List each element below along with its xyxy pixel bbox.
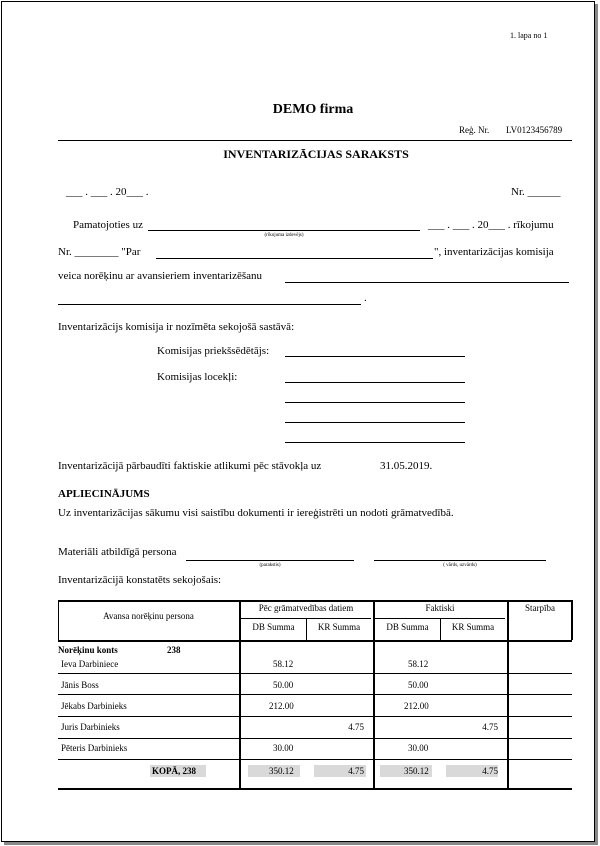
row-rule	[58, 738, 572, 739]
order-subject-line[interactable]	[156, 258, 433, 259]
row-book-db: 212.00	[269, 701, 294, 711]
members-label: Komisijas locekļi:	[157, 371, 238, 383]
responsible-label: Materiāli atbildīgā persona	[58, 546, 177, 558]
total-label: KOPĀ, 238	[152, 766, 196, 776]
checked-date: 31.05.2019.	[380, 460, 433, 472]
row-rule	[58, 673, 572, 674]
order-date[interactable]: ___ . ___ . 20___ . rīkojumu	[428, 219, 554, 231]
responsible-name-line[interactable]	[374, 560, 546, 561]
account-label: Norēķinu konts	[58, 645, 118, 655]
date-field[interactable]: ___ . ___ . 20___ .	[66, 186, 149, 198]
total-act-db: 350.12	[404, 766, 429, 776]
name-hint: ( vārds, uzvārds)	[443, 563, 477, 568]
document-title: INVENTARIZĀCIJAS SARAKSTS	[223, 147, 409, 161]
reg-number: LV0123456789	[506, 125, 563, 135]
page-number: 1. lapa no 1	[510, 31, 548, 40]
col-diff-header: Starpība	[525, 603, 555, 613]
reg-label: Reģ. Nr.	[459, 125, 490, 135]
col-actual-header: Faktiski	[425, 603, 455, 613]
scope-line-1[interactable]	[285, 282, 569, 283]
total-book-db: 350.12	[269, 766, 294, 776]
order-issuer-hint: (rīkojuma izdevējs)	[264, 233, 304, 238]
row-rule	[58, 759, 572, 760]
total-act-kr: 4.75	[482, 766, 498, 776]
row-person: Juris Darbinieks	[61, 722, 120, 732]
number-field[interactable]: Nr. ______	[511, 186, 561, 198]
table-bottom-rule	[58, 788, 572, 790]
scope-line-2[interactable]	[58, 304, 361, 305]
actual-kr-header: KR Summa	[451, 622, 495, 632]
checked-text: Inventarizācijā pārbaudīti faktiskie atlikumi pēc stāvokļa uz	[58, 460, 322, 472]
found-label: Inventarizācijā konstatēts sekojošais:	[58, 574, 222, 586]
responsible-signature-line[interactable]	[186, 560, 354, 561]
table-top-rule	[58, 600, 572, 602]
row-act-kr: 4.75	[482, 722, 498, 732]
row-act-db: 50.00	[408, 680, 429, 690]
account-number: 238	[167, 645, 181, 655]
row-rule	[58, 694, 572, 695]
books-subheader-rule	[241, 618, 371, 619]
basis-label: Pamatojoties uz	[73, 219, 143, 231]
member-line[interactable]	[285, 422, 465, 423]
row-book-db: 30.00	[273, 743, 294, 753]
chair-line[interactable]	[285, 356, 465, 357]
row-act-db: 58.12	[408, 659, 429, 669]
row-book-db: 58.12	[273, 659, 294, 669]
row-person: Jānis Boss	[61, 680, 99, 690]
member-line[interactable]	[285, 382, 465, 383]
order-subject-end: ", inventarizācijas komisija	[434, 246, 554, 258]
header-rule	[58, 140, 572, 141]
row-book-kr: 4.75	[348, 722, 364, 732]
col-person-header: Avansa norēķinu persona	[103, 611, 194, 621]
certificate-text: Uz inventarizācijas sākumu visi saistību dokumenti ir iereģistrēti un nodoti grāmatvedībā.	[58, 507, 454, 519]
row-person: Jēkabs Darbinieks	[61, 701, 127, 711]
table-right-border	[571, 600, 573, 640]
inventory-scope-label: veica norēķinu ar avansieriem inventarizēšanu	[58, 270, 263, 282]
order-issuer-line[interactable]	[148, 230, 420, 231]
chair-label: Komisijas priekšsēdētājs:	[157, 345, 270, 357]
books-kr-header: KR Summa	[317, 622, 361, 632]
header-bottom-rule	[58, 640, 572, 642]
actual-subheader-rule	[375, 618, 505, 619]
row-act-db: 212.00	[404, 701, 429, 711]
row-act-db: 30.00	[408, 743, 429, 753]
row-book-db: 50.00	[273, 680, 294, 690]
total-book-kr: 4.75	[348, 766, 364, 776]
order-number-label: Nr. ________ "Par	[58, 246, 141, 258]
member-line[interactable]	[285, 442, 465, 443]
scope-period: .	[364, 292, 367, 304]
col-books-header: Pēc grāmatvedības datiem	[258, 603, 354, 613]
member-line[interactable]	[285, 402, 465, 403]
row-person: Pēteris Darbinieks	[61, 743, 128, 753]
books-db-header: DB Summa	[252, 622, 295, 632]
actual-db-header: DB Summa	[386, 622, 429, 632]
advance-settlement-table	[58, 600, 572, 790]
signature-hint: (parakstis)	[259, 563, 281, 568]
row-person: Ieva Darbiniece	[61, 659, 119, 669]
row-rule	[58, 716, 572, 717]
commission-intro: Inventarizācijs komisija ir nozīmēta sekojošā sastāvā:	[58, 321, 295, 333]
certificate-title: APLIECINĀJUMS	[58, 488, 150, 500]
company-name: DEMO firma	[272, 102, 354, 117]
